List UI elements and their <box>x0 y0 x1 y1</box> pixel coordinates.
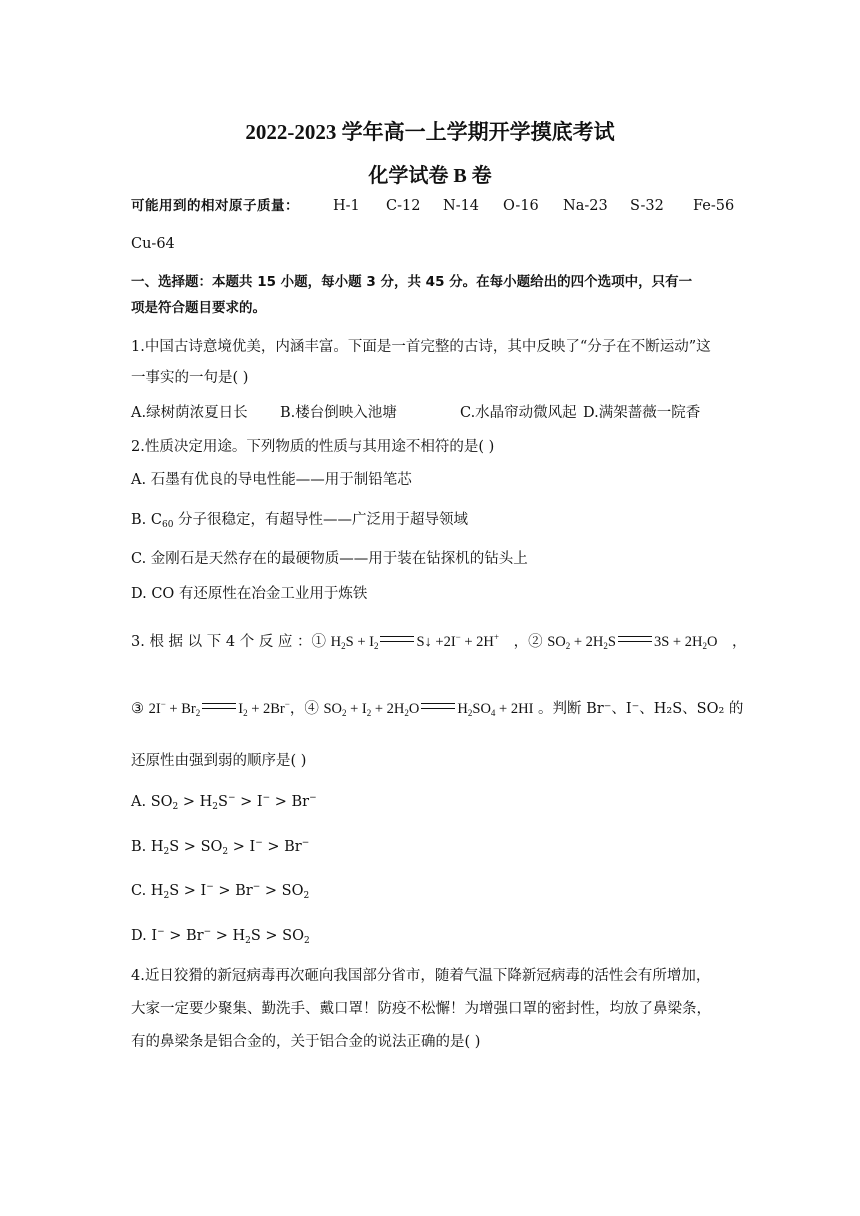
q3-reaction-4: $SO_2 + I_2 + 2H_2O$ $H_2SO_4 + 2HI$ <box>323 701 534 718</box>
q4-line1: 4.近日狡猾的新冠病毒再次砸向我国部分省市，随着气温下降新冠病毒的活性会有所增加， <box>131 968 711 984</box>
mass-cu: Cu-64 <box>131 236 175 252</box>
q3-option-b: B. $H_2S > SO_2 > I^- > Br^-$ <box>131 838 310 857</box>
atomic-mass-line <box>131 196 299 216</box>
mass-o: O-16 <box>503 198 539 214</box>
q3-line2: ③ $2I^- + Br_2$ $I_2 + 2Br^-$，④ $SO_2 + I_2 + 2H_2O$ $H_2SO_4 + 2HI$ 。判断 Br⁻、I⁻、H₂S、SO₂ 的 <box>131 699 744 718</box>
exam-title: 2022-2023 学年高一上学期开学摸底考试 <box>245 120 615 144</box>
q2-option-c: C. 金刚石是天然存在的最硬物质——用于装在钻探机的钻头上 <box>131 551 528 567</box>
q3-stem-end: 还原性由强到弱的顺序是( ) <box>131 753 307 769</box>
exam-subtitle: 化学试卷 B 卷 <box>368 165 492 187</box>
q3-reaction-1: $H_2S + I_2$ S↓ +2I− + 2H+ <box>330 632 499 651</box>
mass-c: C-12 <box>386 198 421 214</box>
q1-option-c: C.水晶帘动微风起 <box>460 405 577 421</box>
mass-na: Na-23 <box>563 198 608 214</box>
q3-option-d: D. $I^- > Br^- > H_2S > SO_2$ <box>131 927 310 946</box>
mass-h: H-1 <box>333 198 360 214</box>
q2-stem: 2.性质决定用途。下列物质的性质与其用途不相符的是( ) <box>131 439 495 455</box>
mass-n: N-14 <box>443 198 480 214</box>
q2-option-d: D. CO 有还原性在冶金工业用于炼铁 <box>131 586 368 602</box>
q1-option-d: D.满架蔷薇一院香 <box>583 405 701 421</box>
q3-option-c: C. $H_2S > I^- > Br^- > SO_2$ <box>131 882 310 901</box>
q2-option-b: B. $C_{60}$ 分子很稳定，有超导性——广泛用于超导领域 <box>131 512 469 530</box>
q3-intro: 3. 根 据 以 下 4 个 反 应 ：① <box>131 634 327 650</box>
mass-fe: Fe-56 <box>693 198 735 214</box>
q1-stem-line1: 1.中国古诗意境优美，内涵丰富。下面是一首完整的古诗，其中反映了“分子在不断运动”这 <box>131 339 711 355</box>
q4-line2: 大家一定要少聚集、勤洗手、戴口罩！防疫不松懈！为增强口罩的密封性，均放了鼻梁条， <box>131 1001 711 1017</box>
atomic-mass-label: 可能用到的相对原子质量： <box>131 198 299 214</box>
q4-line3: 有的鼻梁条是铝合金的，关于铝合金的说法正确的是( ) <box>131 1034 481 1050</box>
q3-reaction-2: $SO_2 + 2H_2S$ $3S + 2H_2O$ <box>547 634 718 651</box>
q1-stem-line2: 一事实的一句是( ) <box>131 370 249 386</box>
section-heading-line2: 项是符合题目要求的。 <box>131 300 266 316</box>
q3-line2-tail: 。判断 Br⁻、I⁻、H₂S、SO₂ 的 <box>538 701 744 717</box>
q2-option-a: A. 石墨有优良的导电性能——用于制铅笔芯 <box>131 472 412 488</box>
section-heading-line1: 一、选择题：本题共 15 小题，每小题 3 分，共 45 分。在每小题给出的四个选项中，只有一 <box>131 274 693 290</box>
q3-reaction-3: $2I^- + Br_2$ $I_2 + 2Br^-$ <box>148 699 290 718</box>
q1-option-a: A.绿树荫浓夏日长 <box>131 405 248 421</box>
q3-option-a: A. $SO_2 > H_2S^- > I^- > Br^-$ <box>131 793 317 812</box>
q1-option-b: B.楼台倒映入池塘 <box>280 405 397 421</box>
mass-s: S-32 <box>630 198 664 214</box>
q3-line1: 3. 根 据 以 下 4 个 反 应 ：① $H_2S + I_2$ S↓ +2I− + 2H+ ，② $SO_2 + 2H_2S$ $3S + 2H_2O$ ， <box>131 632 747 651</box>
